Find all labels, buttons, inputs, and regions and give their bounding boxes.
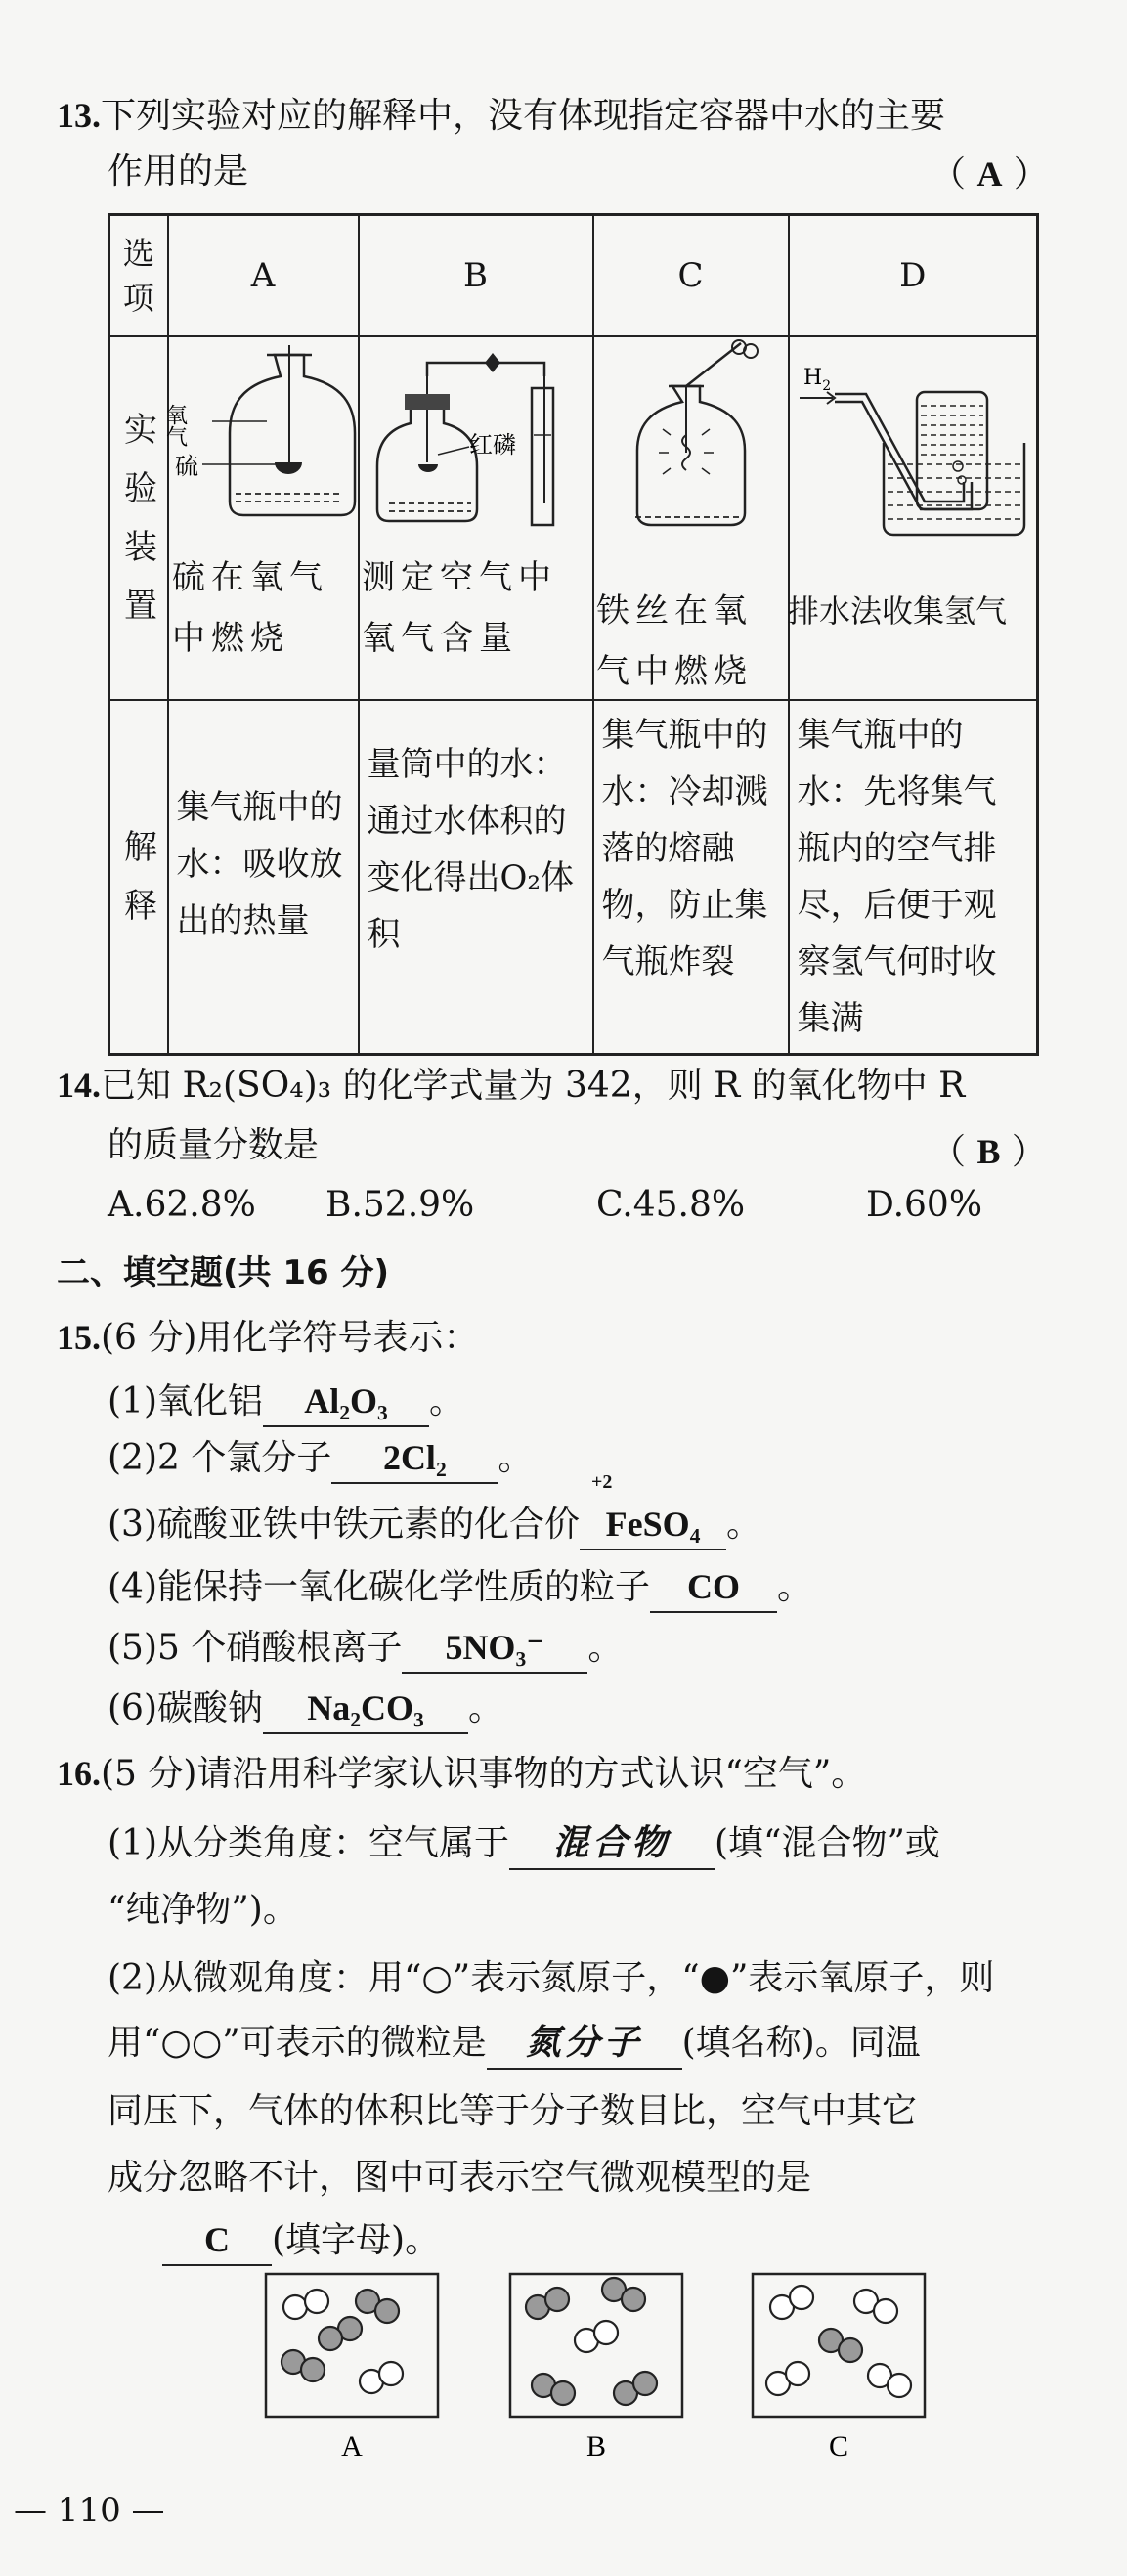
caption-d: 排水法收集氢气 (788, 592, 1008, 630)
q16-p2-line2: 用“○○”可表示的微粒是 氮分子 (填名称)。同温 (108, 2014, 921, 2073)
explain-a: 集气瓶中的水：吸收放出的热量 (168, 700, 359, 1055)
q16-stem: 16.(5 分)请沿用科学家认识事物的方式认识“空气”。 (57, 1754, 867, 1794)
option-a-header: A (168, 215, 359, 337)
model-a (266, 2274, 438, 2417)
q14-line2: 的质量分数是 (108, 1125, 320, 1165)
q16-p1: (1)从分类角度：空气属于 混合物 (填“混合物”或 (108, 1814, 940, 1873)
q15-answer-4: CO (650, 1562, 777, 1613)
q15-answer-1: Al₂O₃ (263, 1376, 429, 1427)
model-label-b: B (585, 2430, 607, 2463)
header-label: 选项 (109, 215, 168, 337)
caption-c: 铁丝在氧气中燃烧 (596, 591, 753, 691)
apparatus-d-water-collection (790, 337, 1038, 552)
option-d-header: D (789, 215, 1038, 337)
q15-answer-3: +2 FeSO₄ (580, 1500, 726, 1550)
q15-item-6: (6)碳酸钠 Na₂CO₃ 。 (108, 1680, 503, 1738)
row-apparatus-label: 实验装置 (109, 336, 168, 700)
q15-answer-6: Na₂CO₃ (263, 1683, 468, 1734)
q15-item-3: (3)硫酸亚铁中铁元素的化合价 +2 FeSO₄ 。 (108, 1496, 761, 1554)
choice-b: B.52.9% (325, 1185, 475, 1225)
caption-a: 硫在氧气中燃烧 (172, 558, 328, 658)
choice-d: D.60% (866, 1185, 983, 1225)
air-model-figures (254, 2268, 938, 2464)
label-sulfur: 硫 (174, 453, 198, 480)
q15-item-2: (2)2 个氯分子 2Cl₂ 。 (108, 1429, 533, 1488)
apparatus-c-iron-burning (594, 337, 788, 552)
explain-b: 量筒中的水：通过水体积的变化得出O₂体积 (359, 700, 593, 1055)
explain-c: 集气瓶中的水：冷却溅落的熔融物，防止集气瓶炸裂 (593, 700, 789, 1055)
q16-p2-line1: (2)从微观角度：用“○”表示氮原子，“●”表示氧原子，则 (108, 1958, 995, 1998)
valence-superscript: +2 (591, 1471, 613, 1493)
cell-d-apparatus (789, 336, 1038, 700)
apparatus-a-sulfur-burning (162, 337, 359, 552)
option-b-header: B (359, 215, 593, 337)
q15-item-4: (4)能保持一氧化碳化学性质的粒子 CO 。 (108, 1558, 812, 1617)
caption-b: 测定空气中氧气含量 (362, 558, 557, 658)
q15-item-5: (5)5 个硝酸根离子 5NO₃⁻ 。 (108, 1619, 623, 1678)
q13-line1: 13.下列实验对应的解释中，没有体现指定容器中水的主要 (57, 96, 946, 136)
q13-line2: 作用的是 (108, 152, 249, 192)
q16-answer-3: C (162, 2215, 272, 2266)
q15-answer-5: 5NO₃⁻ (402, 1623, 587, 1674)
choice-a: A.62.8% (108, 1185, 256, 1225)
explain-d: 集气瓶中的水：先将集气瓶内的空气排尽，后便于观察氢气何时收集满 (789, 700, 1038, 1055)
model-c (753, 2274, 925, 2417)
choice-c: C.45.8% (596, 1185, 746, 1225)
q16-p1-line2: “纯净物”)。 (108, 1890, 298, 1930)
q15-answer-2: 2Cl₂ (331, 1433, 498, 1484)
q15-item-1: (1)氧化铝 Al₂O₃ 。 (108, 1373, 464, 1431)
model-label-c: C (828, 2430, 849, 2463)
label-red-phosphorus: 红磷 (468, 431, 516, 458)
q13-number: 13. (57, 96, 101, 135)
label-hydrogen: $H_2$ (802, 366, 831, 394)
q14-line1: 14.已知 R₂(SO₄)₃ 的化学式量为 342，则 R 的氧化物中 R (57, 1066, 966, 1106)
option-c-header: C (593, 215, 789, 337)
page-number: — 110 — (14, 2491, 165, 2530)
apparatus-b-oxygen-measure (360, 337, 592, 552)
q16-p2-line5: C (填字母)。 (162, 2211, 440, 2270)
q14-answer: （ B ） (931, 1132, 1047, 1172)
q15-stem: 15.(6 分)用化学符号表示： (57, 1318, 479, 1358)
q14-number: 14. (57, 1066, 101, 1105)
q16-answer-1: 混合物 (509, 1819, 715, 1870)
model-label-a: A (341, 2430, 363, 2463)
q13-answer: （ A ） (931, 154, 1049, 195)
q16-p2-line3: 同压下，气体的体积比等于分子数目比，空气中其它 (108, 2091, 918, 2131)
row-explain-label: 解释 (109, 700, 168, 1055)
q16-p2-line4: 成分忽略不计，图中可表示空气微观模型的是 (108, 2158, 812, 2198)
model-b (510, 2274, 682, 2417)
section-title: 二、填空题(共 16 分) (57, 1253, 390, 1292)
label-oxygen: 氧气 (162, 404, 187, 447)
q16-answer-2: 氮分子 (487, 2019, 682, 2070)
